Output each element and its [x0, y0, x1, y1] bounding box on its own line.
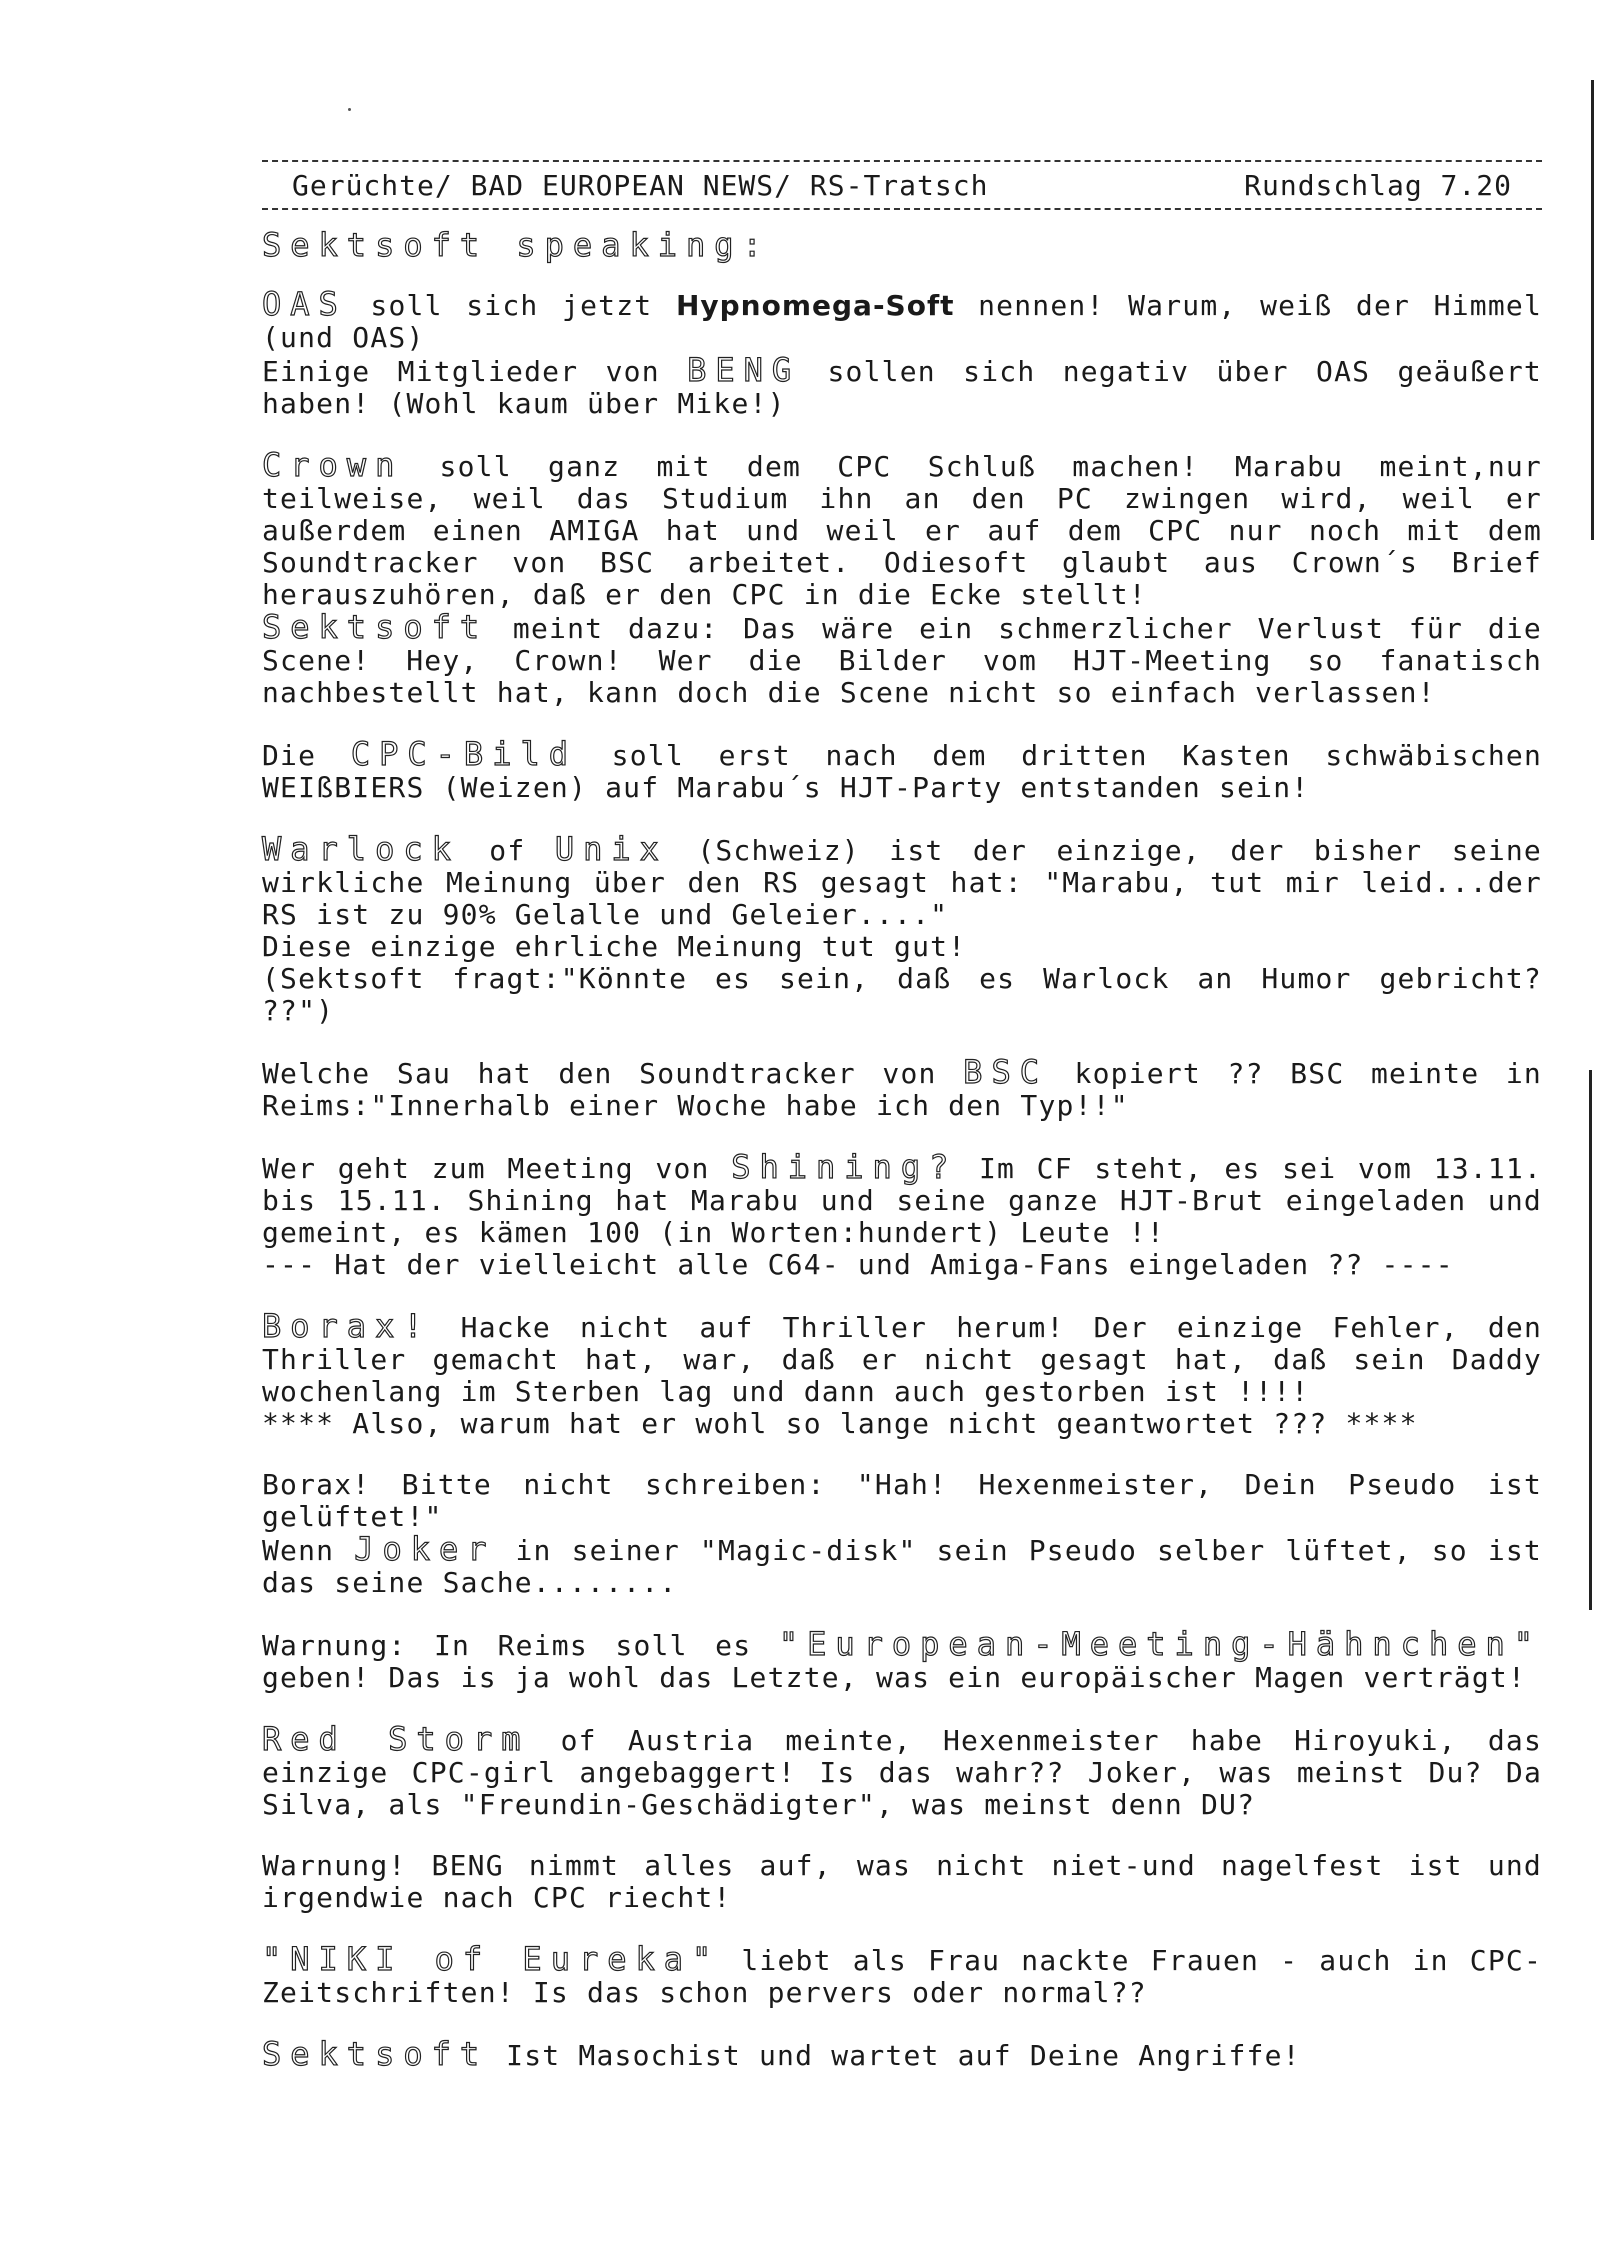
name-beng: BENG: [687, 351, 801, 389]
header-title: Gerüchte/ BAD EUROPEAN NEWS/ RS-Tratsch: [292, 169, 989, 202]
name-unix: Unix: [554, 830, 668, 868]
paragraph-closing: Sektsoft Ist Masochist und wartet auf Deine Angriffe!: [262, 2035, 1301, 2073]
name-red-storm: Red Storm: [262, 1720, 530, 1758]
paragraph-joker: Borax! Bitte nicht schreiben: "Hah! Hexenmeister, Dein Pseudo ist gelüftet!" Wenn Joker in seiner "Magic-disk" sein Pseudo selber lüftet, so ist das seine Sache........: [262, 1468, 1542, 1599]
paragraph-borax: Borax! Hacke nicht auf Thriller herum! Der einzige Fehler, den Thriller gemacht hat, war, daß er nicht gesagt hat, daß sein Daddy wochenlang im Sterben lag und dann auch gestorben ist !!!! **** Also, warum hat er wohl so lange nicht geantwortet ??? ****: [262, 1307, 1542, 1440]
margin-line-bottom: [1589, 1070, 1592, 1610]
paragraph-cpc-bild: Die CPC-Bild soll erst nach dem dritten Kasten schwäbischen WEIßBIERS (Weizen) auf Marabu´s HJT-Party entstanden sein!: [262, 735, 1543, 804]
name-oas: OAS: [262, 285, 347, 323]
paragraph-oas: OAS soll sich jetzt Hypnomega-Soft nennen! Warum, weiß der Himmel (und OAS) Einige Mitglieder von BENG sollen sich negativ über OAS geäußert haben! (Wohl kaum über Mike!): [262, 285, 1543, 420]
name-warlock: Warlock: [262, 830, 460, 868]
name-crown: Crown: [262, 446, 404, 484]
name-hypnomega: Hypnomega-Soft: [675, 289, 955, 322]
header-issue: Rundschlag 7.20: [1244, 169, 1512, 202]
scan-speck: [348, 108, 351, 111]
name-joker: Joker: [354, 1530, 496, 1568]
margin-line-top: [1591, 80, 1594, 540]
section-title: Sektsoft speaking:: [262, 226, 771, 264]
page-header: [262, 162, 1542, 208]
name-cpc-bild: CPC-Bild: [350, 735, 577, 773]
document-page: [262, 160, 1542, 2101]
name-shining: Shining?: [731, 1148, 958, 1186]
paragraph-niki: "NIKI of Eureka" liebt als Frau nackte Frauen - auch in CPC-Zeitschriften! Is das schon pervers oder normal??: [262, 1940, 1543, 2009]
name-bsc: BSC: [963, 1053, 1048, 1091]
name-borax: Borax!: [262, 1307, 432, 1345]
header-rule-bottom: [262, 208, 1542, 210]
paragraph-red-storm: Red Storm of Austria meinte, Hexenmeister habe Hiroyuki, das einzige CPC-girl angebaggert! Is das wahr?? Joker, was meinst Du? Da Silva, als "Freundin-Geschädigter", was meinst denn DU?: [262, 1720, 1543, 1821]
name-niki: "NIKI of Eureka": [262, 1940, 721, 1978]
name-sektsoft: Sektsoft: [262, 608, 489, 646]
paragraph-beng-warning: Warnung! BENG nimmt alles auf, was nicht niet-und nagelfest ist und irgendwie nach CPC riecht!: [262, 1849, 1542, 1914]
paragraph-shining: Wer geht zum Meeting von Shining? Im CF steht, es sei vom 13.11. bis 15.11. Shining hat Marabu und seine ganze HJT-Brut eingeladen und gemeint, es kämen 100 (in Worten:hundert) Leute !! --- Hat der vielleicht alle C64- und Amiga-Fans eingeladen ?? ----: [262, 1148, 1543, 1281]
paragraph-european-meeting: Warnung: In Reims soll es "European-Meeting-Hähnchen" geben! Das is ja wohl das Letzte, was ein europäischer Magen verträgt!: [262, 1625, 1542, 1694]
paragraph-crown: Crown soll ganz mit dem CPC Schluß machen! Marabu meint,nur teilweise, weil das Studium ihn an den PC zwingen wird, weil er außerdem einen AMIGA hat und weil er auf dem CPC nur noch mit dem Soundtracker von BSC arbeitet. Odiesoft glaubt aus Crown´s Brief herauszuhören, daß er den CPC in die Ecke stellt! Sektsoft meint dazu: Das wäre ein schmerzlicher Verlust für die Scene! Hey, Crown! Wer die Bilder vom HJT-Meeting so fanatisch nachbestellt hat, kann doch die Scene nicht so einfach verlassen!: [262, 446, 1542, 709]
paragraph-warlock: Warlock of Unix (Schweiz) ist der einzige, der bisher seine wirkliche Meinung über den RS gesagt hat: "Marabu, tut mir leid...der RS ist zu 90% Gelalle und Geleier...." Diese einzige ehrliche Meinung tut gut! (Sektsoft fragt:"Könnte es sein, daß es Warlock an Humor gebricht? ??"): [262, 830, 1542, 1027]
paragraph-bsc: Welche Sau hat den Soundtracker von BSC kopiert ?? BSC meinte in Reims:"Innerhalb einer Woche habe ich den Typ!!": [262, 1053, 1542, 1122]
name-sektsoft-closing: Sektsoft: [262, 2035, 489, 2073]
name-european-meeting: "European-Meeting-Hähnchen": [778, 1625, 1542, 1663]
